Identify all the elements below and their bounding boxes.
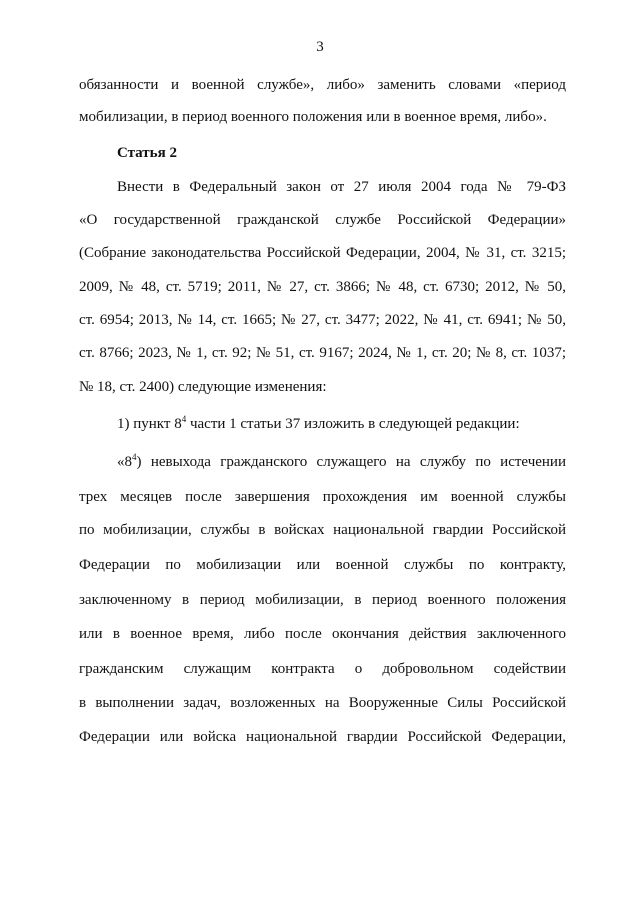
text-line: заключенному в период мобилизации, в период военного положения [79,592,566,608]
amendment-item-suffix: части 1 статьи 37 изложить в следующей редакции: [186,416,520,432]
text-line: Внести в Федеральный закон от 27 июля 2004 года № 79-ФЗ [117,179,566,195]
quote-open: «8 [117,454,132,470]
page-number: 3 [316,39,324,55]
new-text-rest: ) невыхода гражданского служащего на службу по истечении [136,454,566,470]
text-line: по мобилизации, службы в войсках национальной гвардии Российской [79,522,566,538]
amendment-item-prefix: 1) пункт 8 [117,416,182,432]
text-line: или в военное время, либо после окончания действия заключенного [79,626,566,642]
superscript: 4 [132,452,137,462]
text-line: ст. 6954; 2013, № 14, ст. 1665; № 27, ст. 3477; 2022, № 41, ст. 6941; № 50, [79,312,566,328]
text-line: № 18, ст. 2400) следующие изменения: [79,379,327,395]
article-heading: Статья 2 [117,145,177,161]
superscript: 4 [181,414,187,424]
text-line: трех месяцев после завершения прохождения им военной службы [79,489,566,505]
text-line: 2009, № 48, ст. 5719; 2011, № 27, ст. 3866; № 48, ст. 6730; 2012, № 50, [79,279,566,295]
text-line: в выполнении задач, возложенных на Вооруженные Силы Российской [79,695,566,711]
text-line: «О государственной гражданской службе Российской Федерации» [79,212,566,228]
text-line: ст. 8766; 2023, № 1, ст. 92; № 51, ст. 9167; 2024, № 1, ст. 20; № 8, ст. 1037; [79,345,566,361]
amendment-item [117,414,520,434]
text-line: гражданским служащим контракта о добровольном содействии [79,661,566,677]
text-line: Федерации по мобилизации или военной службы по контракту, [79,557,566,573]
text-line: мобилизации, в период военного положения или в военное время, либо». [79,109,547,125]
text-line: (Собрание законодательства Российской Федерации, 2004, № 31, ст. 3215; [79,245,566,261]
text-line: Федерации или войска национальной гвардии Российской Федерации, [79,729,566,745]
text-line: обязанности и военной службе», либо» заменить словами «период [79,77,566,93]
new-text-line [117,452,566,472]
